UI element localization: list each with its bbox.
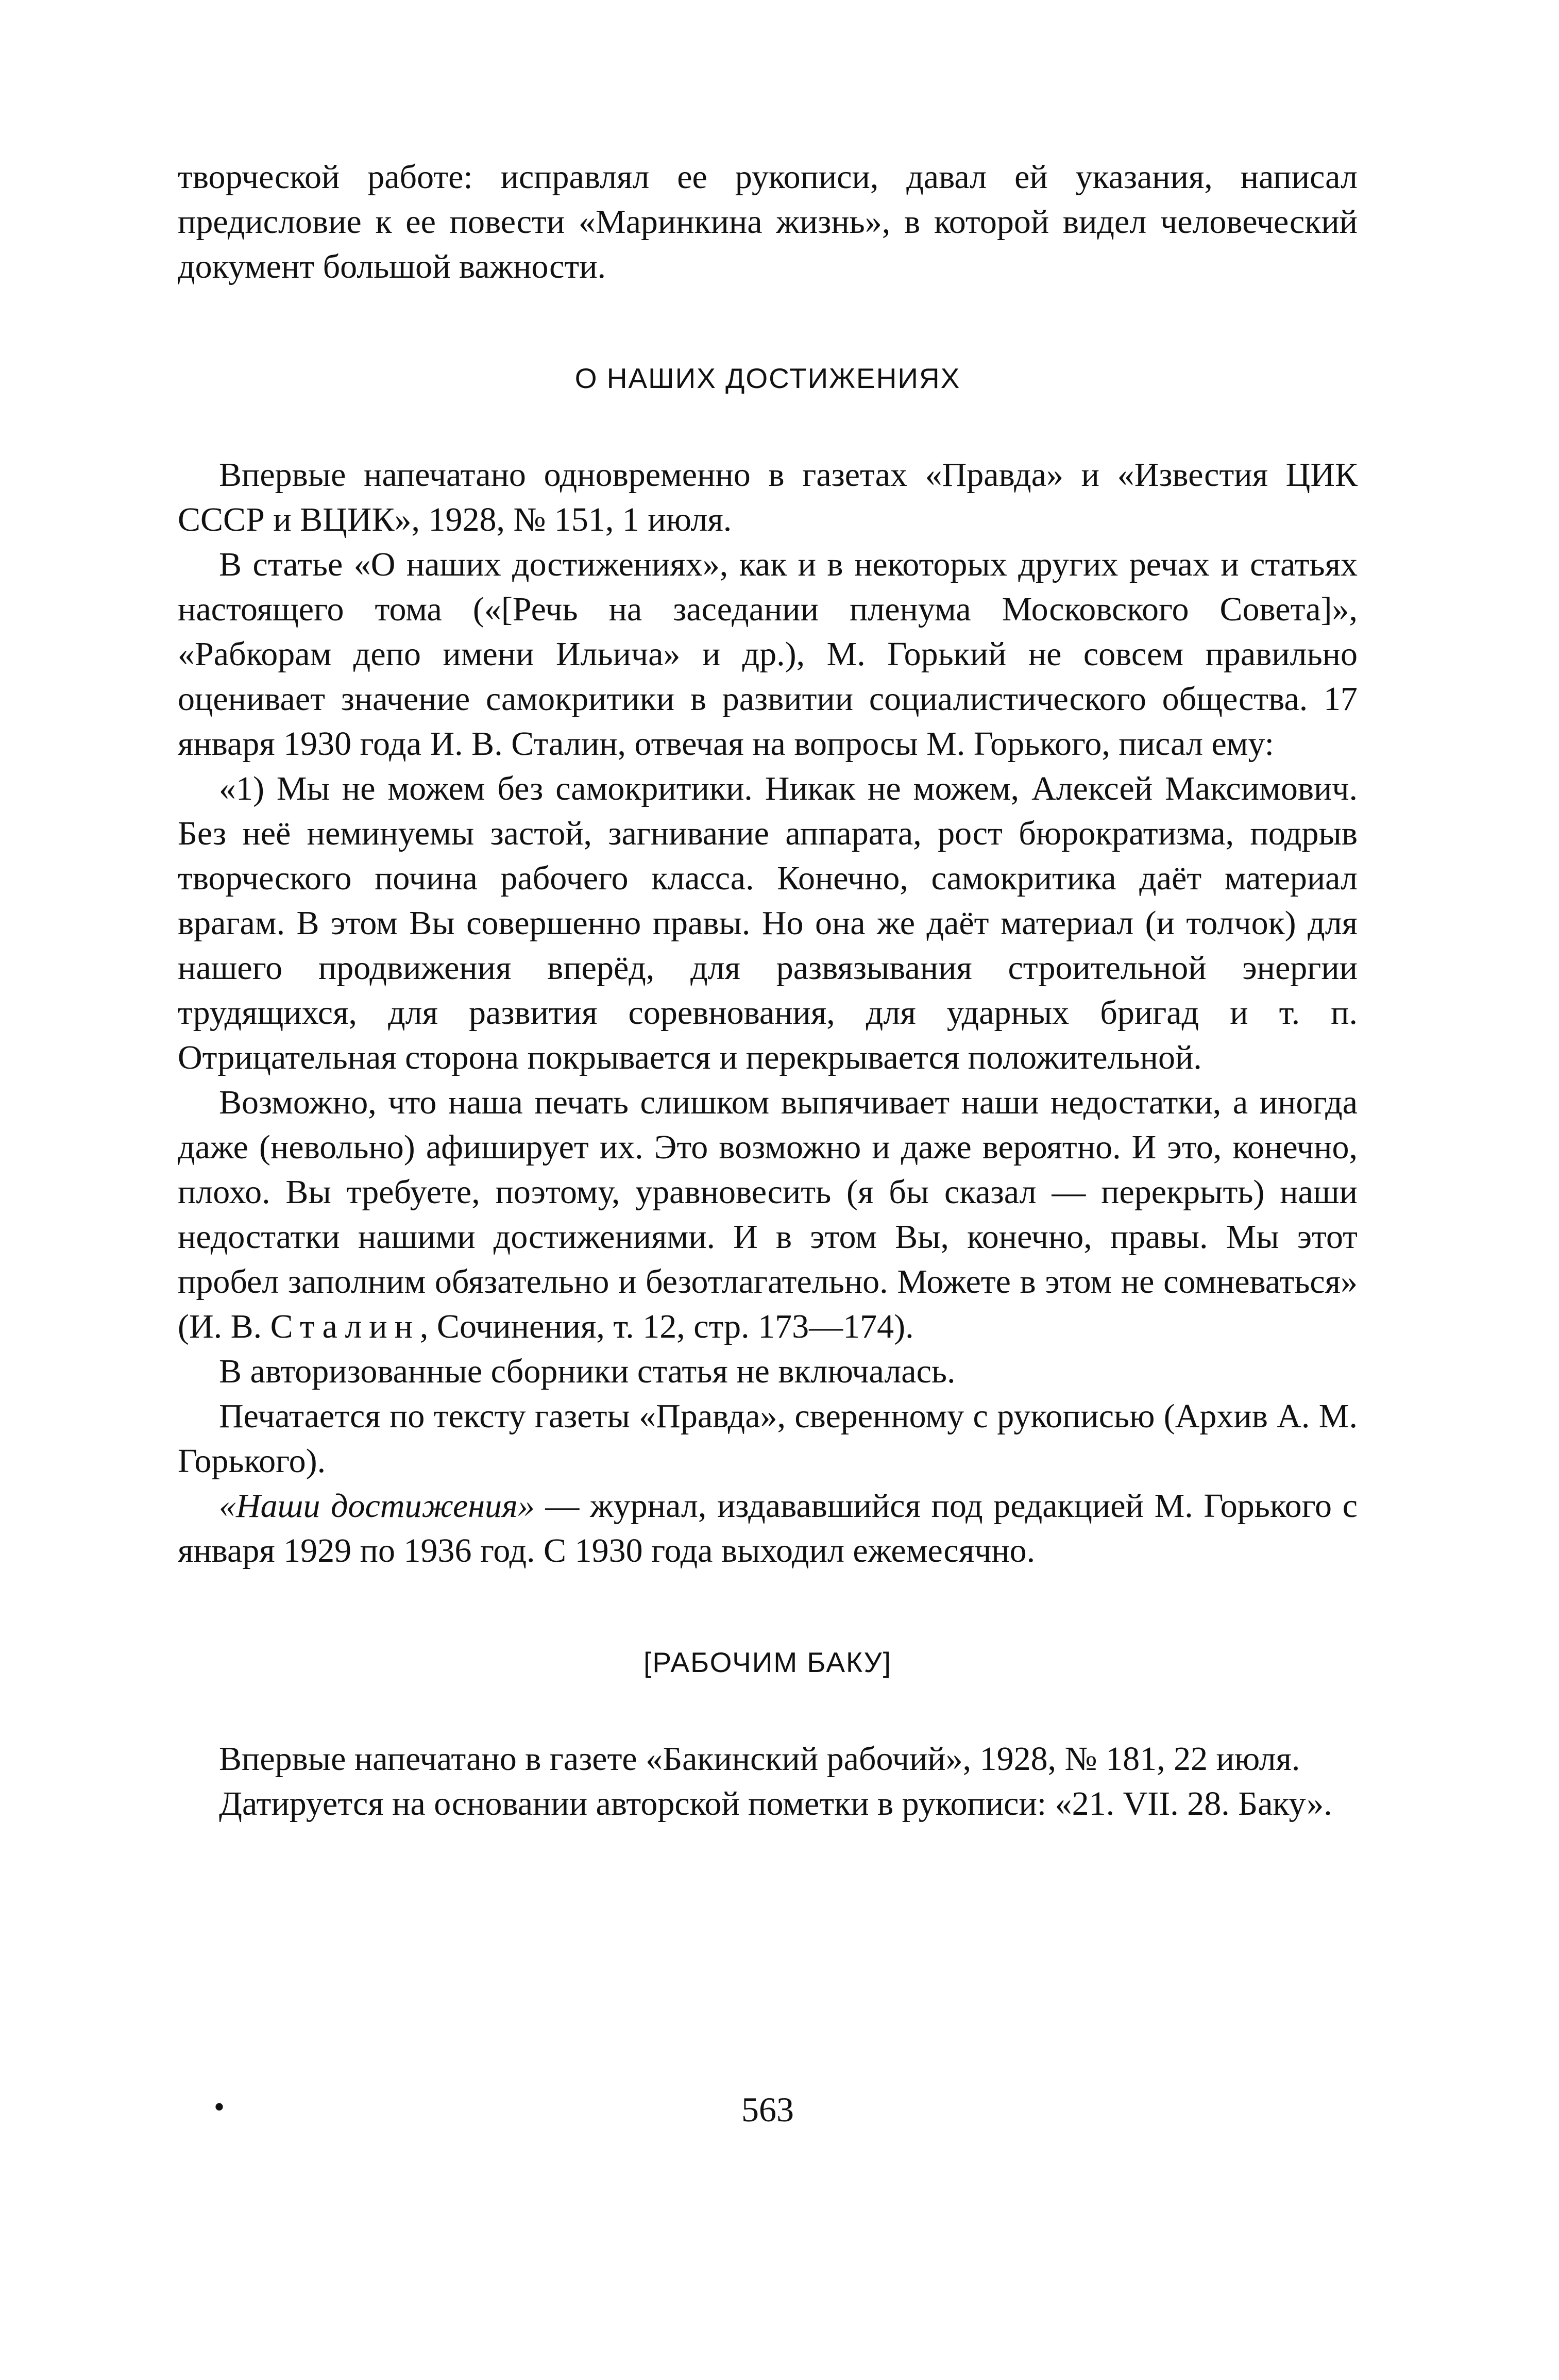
baku-publication-note: Впервые напечатано в газете «Бакинский рабочий», 1928, № 181, 22 июля. xyxy=(219,1740,1300,1778)
section-heading-baku: [РАБОЧИМ БАКУ] xyxy=(643,1646,892,1678)
journal-note xyxy=(178,1483,1358,1573)
stalin-quote-part2 xyxy=(178,1080,1358,1349)
text-column xyxy=(178,155,1358,1826)
section-heading-achievements: О НАШИХ ДОСТИЖЕНИЯХ xyxy=(574,362,961,394)
quote-author: Сталин xyxy=(270,1308,420,1345)
authorized-collections-note: В авторизованные сборники статья не включалась. xyxy=(219,1353,956,1390)
baku-dating-note: Датируется на основании авторской пометки в рукописи: «21. VII. 28. Баку». xyxy=(219,1785,1332,1822)
publication-note: Впервые напечатано одновременно в газетах «Правда» и «Известия ЦИК СССР и ВЦИК», 1928, № 151, 1 июля. xyxy=(178,456,1358,538)
quote-source: , Сочинения, т. 12, стр. 173—174). xyxy=(419,1308,914,1345)
bullet-mark: • xyxy=(214,2090,225,2124)
stalin-quote-part1: «1) Мы не можем без самокритики. Никак не можем, Алексей Максимович. Без неё неминуемы застой, загнивание аппарата, рост бюрократизма, подрыв творческого почина рабочего класса. Конечно, самокритика даёт материал врагам. В этом Вы совершенно правы. Но она же даёт материал (и толчок) для нашего продвижения вперёд, для развязывания строительной энергии трудящихся, для развития соревнования, для ударных бригад и т. п. Отрицательная сторона покрывается и перекрывается положительной. xyxy=(178,770,1358,1076)
continuation-paragraph: творческой работе: исправлял ее рукописи, давал ей указания, написал предисловие к ее повести «Маринкина жизнь», в которой видел человеческий документ большой важности. xyxy=(178,158,1358,285)
page-number: 563 xyxy=(741,2090,794,2129)
journal-description: — журнал, издававшийся под редакцией М. Горького с января 1929 по 1936 год. С 1930 года выходил ежемесячно. xyxy=(178,1487,1358,1569)
journal-title: «Наши достижения» xyxy=(219,1487,535,1525)
quote-text: Возможно, что наша печать слишком выпячивает наши недостатки, а иногда даже (невольно) афиширует их. Это возможно и даже вероятно. И это, конечно, плохо. Вы требуете, поэтому, уравновесить (я бы сказал — перекрыть) наши недостатки нашими достижениями. И в этом Вы, конечно, правы. Мы этот пробел заполним обязательно и безотлагательно. Можете в этом не сомневаться» (И. В. xyxy=(178,1084,1358,1345)
page-footer xyxy=(178,2089,1358,2136)
commentary-paragraph: В статье «О наших достижениях», как и в некоторых других речах и статьях настоящего тома («[Речь на заседании пленума Московского Совета]», «Рабкорам депо имени Ильича» и др.), М. Горький не совсем правильно оценивает значение самокритики в развитии социалистического общества. 17 января 1930 года И. В. Сталин, отвечая на вопросы М. Горького, писал ему: xyxy=(178,546,1358,763)
source-text-note: Печатается по тексту газеты «Правда», сверенному с рукописью (Архив А. М. Горького). xyxy=(178,1397,1358,1480)
